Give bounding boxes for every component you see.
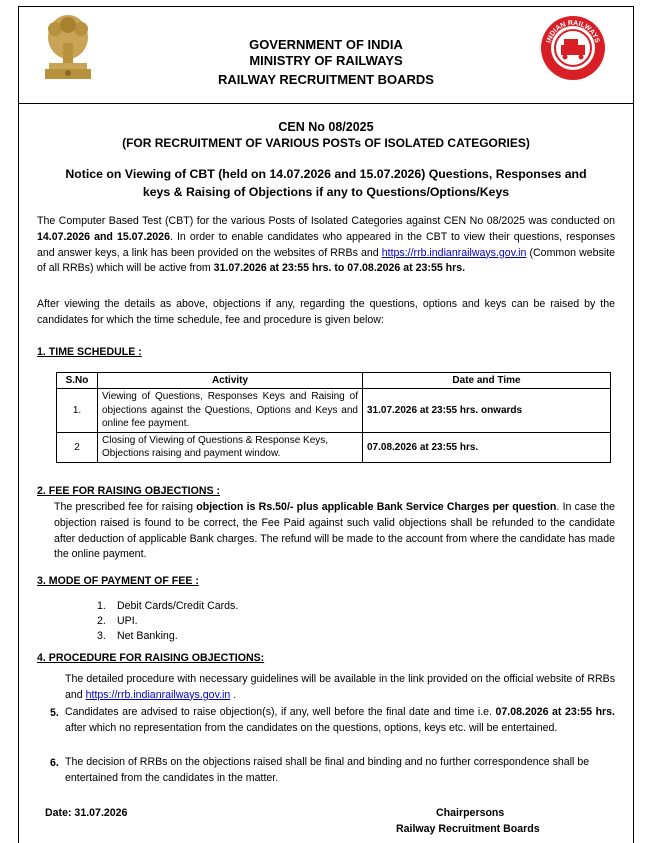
list-item: 1. Debit Cards/Credit Cards.: [97, 600, 239, 612]
fee-paragraph: [54, 500, 615, 563]
section-payment-mode: 3. MODE OF PAYMENT OF FEE :: [37, 575, 199, 587]
header-line-ministry: MINISTRY OF RAILWAYS: [249, 53, 403, 68]
cell-sno: 2: [57, 432, 98, 462]
cell-activity: Closing of Viewing of Questions & Response Keys, Objections raising and payment window.: [98, 432, 363, 462]
procedure-intro-paragraph: After viewing the details as above, objections if any, regarding the questions, options and keys can be raised by the candidates for which the time schedule, fee and procedure is given below:: [37, 298, 615, 326]
header-line-government: GOVERNMENT OF INDIA: [249, 37, 403, 52]
cbt-dates: 14.07.2026 and 15.07.2026: [37, 230, 170, 243]
intro-text-1: The Computer Based Test (CBT) for the various Posts of Isolated Categories against CEN No 08/2025 was conducted on: [37, 215, 615, 227]
list-item: 3. Net Banking.: [97, 630, 178, 642]
notice-page: [18, 6, 634, 843]
rrb-website-link[interactable]: https://rrb.indianrailways.gov.in: [381, 246, 527, 259]
cell-sno: 1.: [57, 389, 98, 433]
item-5-text-2: after which no representation from the candidates on the questions, options, keys etc. will be entertained.: [65, 721, 558, 734]
notice-title-line2: keys & Raising of Objections if any to Questions/Options/Keys: [142, 185, 510, 199]
section-fee: 2. FEE FOR RAISING OBJECTIONS :: [37, 485, 221, 497]
fee-text-1: The prescribed fee for raising: [54, 501, 197, 513]
notice-date: Date: 31.07.2026: [45, 807, 128, 819]
cen-subtitle: (FOR RECRUITMENT OF VARIOUS POSTs OF ISOLATED CATEGORIES): [122, 136, 530, 150]
header-line-boards: RAILWAY RECRUITMENT BOARDS: [218, 72, 434, 87]
final-deadline: 07.08.2026 at 23:55 hrs.: [495, 706, 615, 718]
logo-text: INDIAN RAILWAYS: [545, 19, 601, 44]
section-procedure: 4. PROCEDURE FOR RAISING OBJECTIONS:: [37, 652, 265, 664]
item-6-number: 6.: [50, 757, 59, 769]
item-5-paragraph: [65, 705, 615, 737]
cell-activity: Viewing of Questions, Responses Keys and Raising of objections against the Questions, Options and Keys and online fee payment.: [98, 389, 363, 433]
cell-date-time: 31.07.2026 at 23:55 hrs. onwards: [363, 389, 611, 433]
letterhead: [19, 7, 633, 104]
intro-text-2: . In order to enable candidates who appeared in the CBT to view their questions, responses and answer keys, a link has been provided on the websites of RRBs and: [37, 230, 615, 259]
item-6-paragraph: The decision of RRBs on the objections raised shall be final and binding and no further correspondence shall be entertained from the candidates in the matter.: [65, 756, 590, 784]
list-item: 2. UPI.: [97, 615, 138, 627]
table-row: [57, 432, 611, 462]
procedure-text-1: The detailed procedure with necessary guidelines will be available in the link provided on the official website of RRBs and: [65, 673, 615, 701]
item-5-number: 5.: [50, 707, 59, 719]
rrb-website-link-2[interactable]: https://rrb.indianrailways.gov.in: [85, 688, 231, 701]
active-period: 31.07.2026 at 23:55 hrs. to 07.08.2026 at 23:55 hrs.: [213, 262, 466, 275]
notice-title-line1: Notice on Viewing of CBT (held on 14.07.2026 and 15.07.2026) Questions, Responses and: [65, 167, 587, 181]
fee-text-2: . In case the objection raised is found to be correct, the Fee Paid against such valid objections shall be refunded to the candidate after deduction of applicable Bank charges. The refund will be made to the account from where the candidate has made the online payment.: [54, 501, 616, 561]
col-header-activity: Activity: [98, 373, 363, 389]
col-header-sno: S.No: [57, 373, 98, 389]
col-header-date-time: Date and Time: [363, 373, 611, 389]
indian-railways-logo-icon: [540, 15, 606, 81]
intro-paragraph: [37, 214, 615, 277]
fee-amount: objection is Rs.50/- plus applicable Bank Service Charges per question: [196, 501, 557, 513]
table-row: [57, 389, 611, 433]
cen-number: CEN No 08/2025: [278, 120, 374, 134]
payment-mode-label: Net Banking.: [117, 630, 178, 642]
item-5-text-1: Candidates are advised to raise objection(s), if any, well before the final date and time i.e.: [65, 706, 496, 718]
section-time-schedule: 1. TIME SCHEDULE :: [37, 346, 142, 358]
signatory-title: Chairpersons: [436, 807, 505, 819]
signatory-organization: Railway Recruitment Boards: [396, 823, 540, 835]
procedure-paragraph: [65, 672, 615, 704]
cell-date-time: 07.08.2026 at 23:55 hrs.: [363, 432, 611, 462]
procedure-text-2: .: [230, 688, 237, 701]
payment-mode-label: Debit Cards/Credit Cards.: [117, 600, 239, 612]
intro-text-3: (Common website of all RRBs) which will be active from: [37, 246, 616, 275]
table-header-row: [57, 373, 611, 389]
time-schedule-table: [56, 372, 611, 463]
payment-mode-label: UPI.: [117, 615, 138, 627]
